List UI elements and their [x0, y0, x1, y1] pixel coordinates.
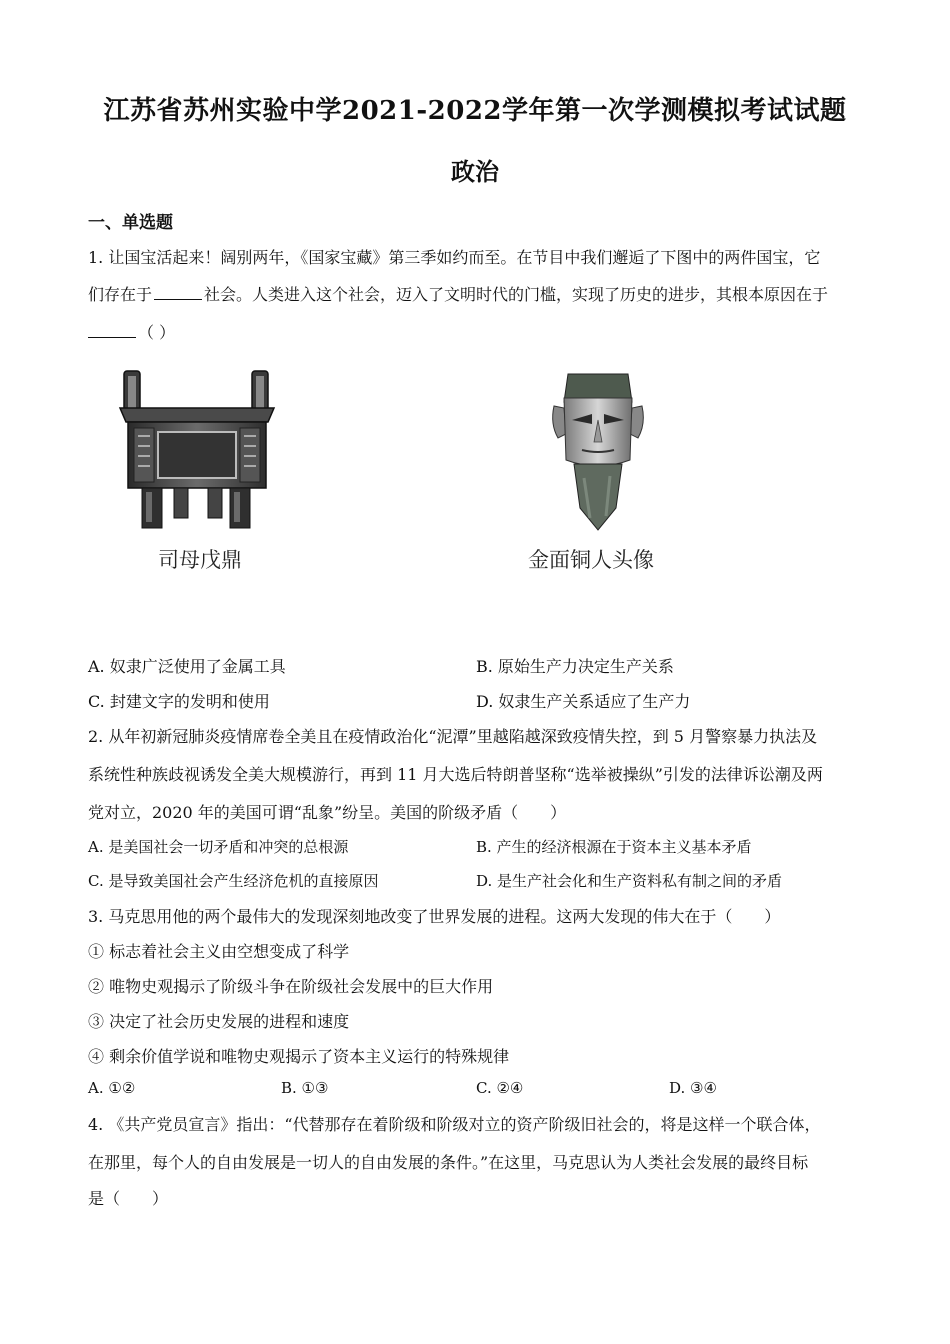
bronze-head-caption: 金面铜人头像	[528, 548, 654, 572]
q1-blank-1	[154, 285, 202, 300]
exam-title: 江苏省苏州实验中学2021-2022学年第一次学测模拟考试试题	[103, 96, 847, 126]
ding-caption: 司母戊鼎	[158, 548, 242, 572]
q1-blank-2	[88, 323, 136, 338]
q2-line-3: 党对立，2020 年的美国可谓“乱象”纷呈。美国的阶级矛盾（ ）	[88, 803, 567, 822]
q1-line-2-post: 社会。人类进入这个社会，迈入了文明时代的门槛，实现了历史的进步，其根本原因在于	[204, 285, 829, 304]
subject-title: 政治	[451, 157, 499, 186]
q3-item-1: ① 标志着社会主义由空想变成了科学	[88, 942, 350, 961]
q1-line-2	[88, 282, 828, 305]
q1-option-c[interactable]: C. 封建文字的发明和使用	[88, 692, 270, 711]
q1-line-3	[88, 320, 175, 343]
q2-option-d[interactable]: D. 是生产社会化和生产资料私有制之间的矛盾	[476, 872, 783, 890]
bronze-head-image	[548, 368, 648, 534]
q4-line-1: 4. 《共产党员宣言》指出：“代替那存在着阶级和阶级对立的资产阶级旧社会的，将是这样一个联合体，	[88, 1115, 821, 1134]
q3-option-a[interactable]: A. ①②	[88, 1079, 136, 1097]
q1-line-2-pre: 们存在于	[88, 285, 153, 304]
q3-option-c[interactable]: C. ②④	[476, 1079, 524, 1097]
q4-line-3: 是（ ）	[88, 1189, 169, 1208]
q3-item-3: ③ 决定了社会历史发展的进程和速度	[88, 1012, 350, 1031]
q1-line-3-post: （ ）	[138, 323, 176, 342]
q1-line-1: 1. 让国宝活起来！阔别两年，《国家宝藏》第三季如约而至。在节目中我们邂逅了下图中的两件国宝，它	[88, 248, 821, 267]
q3-item-2: ② 唯物史观揭示了阶级斗争在阶级社会发展中的巨大作用	[88, 977, 494, 996]
q2-line-2: 系统性种族歧视诱发全美大规模游行，再到 11 月大选后特朗普坚称“选举被操纵”引发的法律诉讼潮及两	[88, 765, 823, 784]
q1-option-d[interactable]: D. 奴隶生产关系适应了生产力	[476, 692, 691, 711]
q1-option-a[interactable]: A. 奴隶广泛使用了金属工具	[88, 657, 286, 676]
q3-stem: 3. 马克思用他的两个最伟大的发现深刻地改变了世界发展的进程。这两大发现的伟大在于（ ）	[88, 907, 781, 926]
q1-option-b[interactable]: B. 原始生产力决定生产关系	[476, 657, 674, 676]
ding-vessel-image	[112, 366, 282, 536]
q3-option-d[interactable]: D. ③④	[669, 1079, 717, 1097]
q2-option-a[interactable]: A. 是美国社会一切矛盾和冲突的总根源	[88, 838, 349, 856]
q2-line-1: 2. 从年初新冠肺炎疫情席卷全美且在疫情政治化“泥潭”里越陷越深致疫情失控，到 5 月警察暴力执法及	[88, 727, 818, 746]
q3-item-4: ④ 剩余价值学说和唯物史观揭示了资本主义运行的特殊规律	[88, 1047, 510, 1066]
section-heading: 一、单选题	[88, 213, 173, 233]
q4-line-2: 在那里，每个人的自由发展是一切人的自由发展的条件。”在这里，马克思认为人类社会发展的最终目标	[88, 1153, 809, 1172]
q3-option-b[interactable]: B. ①③	[281, 1079, 329, 1097]
q2-option-c[interactable]: C. 是导致美国社会产生经济危机的直接原因	[88, 872, 379, 890]
q2-option-b[interactable]: B. 产生的经济根源在于资本主义基本矛盾	[476, 838, 752, 856]
